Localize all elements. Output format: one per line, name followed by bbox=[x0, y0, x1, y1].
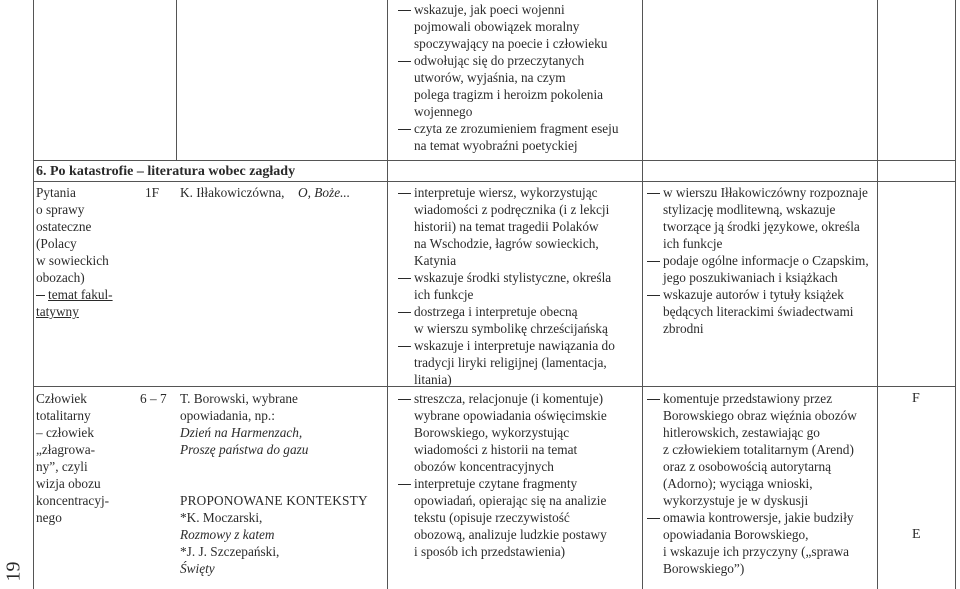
topic-line: totalitarny bbox=[36, 408, 91, 423]
top-line: wojennego bbox=[414, 104, 473, 119]
topic-line: o sprawy bbox=[36, 202, 85, 217]
top-line: polega tragizm i heroizm pokolenia bbox=[414, 87, 604, 102]
req-line: wiadomości z historii na temat bbox=[414, 442, 578, 457]
ext-line: oraz z osobowością autorytarną bbox=[663, 459, 831, 474]
top-line: spoczywający na poecie i człowieku bbox=[414, 36, 608, 51]
ext-line: tworzące ją środki językowe, określa bbox=[663, 219, 860, 234]
ext-line: będących literackimi świadectwami bbox=[663, 304, 854, 319]
top-line: na temat wyobraźni poetyckiej bbox=[414, 138, 578, 153]
row1-hours: 1F bbox=[145, 185, 160, 200]
req-line: wybrane opowiadania oświęcimskie bbox=[414, 408, 607, 423]
level-e: E bbox=[912, 527, 921, 542]
req-line: ich funkcje bbox=[414, 287, 474, 302]
row1-author: K. Iłłakowiczówna, bbox=[180, 185, 285, 200]
text-italic-line: Dzień na Harmenzach, bbox=[180, 425, 303, 440]
context-italic-line: Rozmowy z katem bbox=[180, 527, 275, 542]
req-line: streszcza, relacjonuje (i komentuje) bbox=[414, 391, 604, 406]
col-divider-fe bbox=[877, 0, 878, 589]
ext-line: opowiadania Borowskiego, bbox=[663, 527, 809, 542]
ext-line: Borowskiego obraz więźnia obozów bbox=[663, 408, 857, 423]
ext-line: omawia kontrowersje, jakie budziły bbox=[663, 510, 854, 525]
page-number: 19 bbox=[2, 561, 25, 582]
req-line: tekstu (opisuje rzeczywistość bbox=[414, 510, 570, 525]
topic-line: nego bbox=[36, 510, 62, 525]
topic-optional-line: temat fakul- bbox=[48, 287, 113, 302]
col-divider-extended bbox=[642, 0, 643, 589]
topic-line: koncentracyj- bbox=[36, 493, 110, 508]
req-line: obozów koncentracyjnych bbox=[414, 459, 554, 474]
topic-line: Pytania bbox=[36, 185, 76, 200]
topic-line: (Polacy bbox=[36, 236, 77, 251]
top-line: wskazuje, jak poeci wojenni bbox=[414, 2, 565, 17]
req-line: Borowskiego, wykorzystując bbox=[414, 425, 570, 440]
topic-line: „złagrowa- bbox=[36, 442, 96, 457]
req-line: Katynia bbox=[414, 253, 457, 268]
req-line: interpretuje czytane fragmenty bbox=[414, 476, 578, 491]
contexts-label: PROPONOWANE KONTEKSTY bbox=[180, 493, 368, 508]
context-italic-line: Święty bbox=[180, 561, 215, 576]
req-line: wskazuje środki stylistyczne, określa bbox=[414, 270, 612, 285]
req-line: historii) na temat tragedii Polaków bbox=[414, 219, 599, 234]
text-line: T. Borowski, wybrane bbox=[180, 391, 298, 406]
ext-line: podaje ogólne informacje o Czapskim, bbox=[663, 253, 869, 268]
ext-line: ich funkcje bbox=[663, 236, 723, 251]
topic-line: w sowieckich bbox=[36, 253, 109, 268]
topic-line: ny”, czyli bbox=[36, 459, 88, 474]
req-line: na Wschodzie, łagrów sowieckich, bbox=[414, 236, 599, 251]
row-divider-top bbox=[33, 160, 956, 161]
top-line: pojmowali obowiązek moralny bbox=[414, 19, 580, 34]
topic-optional-line: tatywny bbox=[36, 304, 79, 319]
text-italic-line: Proszę państwa do gazu bbox=[180, 442, 309, 457]
context-line: *K. Moczarski, bbox=[180, 510, 263, 525]
req-line: wiadomości z podręcznika (i z lekcji bbox=[414, 202, 610, 217]
ext-line: hitlerowskich, zestawiając go bbox=[663, 425, 820, 440]
ext-line: z człowiekiem totalitarnym (Arend) bbox=[663, 442, 854, 457]
top-line: czyta ze zrozumieniem fragment eseju bbox=[414, 121, 619, 136]
req-line: dostrzega i interpretuje obecną bbox=[414, 304, 578, 319]
req-line: litania) bbox=[414, 372, 452, 387]
topic-line: wizja obozu bbox=[36, 476, 101, 491]
top-line: odwołując się do przeczytanych bbox=[414, 53, 585, 68]
top-line: utworów, wyjaśnia, na czym bbox=[414, 70, 566, 85]
row-divider-row2 bbox=[33, 386, 956, 387]
ext-line: wskazuje autorów i tytuły książek bbox=[663, 287, 844, 302]
table-border-right bbox=[955, 0, 956, 589]
topic-line: obozach) bbox=[36, 270, 85, 285]
text-line: opowiadania, np.: bbox=[180, 408, 275, 423]
topic-line: Człowiek bbox=[36, 391, 87, 406]
topic-line: ostateczne bbox=[36, 219, 92, 234]
req-line: w wierszu symbolikę chrześcijańską bbox=[414, 321, 608, 336]
ext-line: jego poszukiwaniach i książkach bbox=[663, 270, 838, 285]
row1-title: O, Boże... bbox=[298, 185, 351, 200]
col-divider-basic bbox=[387, 0, 388, 589]
topic-line: – człowiek bbox=[36, 425, 94, 440]
req-line: obozową, analizuje ludzkie postawy bbox=[414, 527, 607, 542]
ext-line: (Adorno); wyciąga wnioski, bbox=[663, 476, 813, 491]
req-line: wskazuje i interpretuje nawiązania do bbox=[414, 338, 615, 353]
level-f: F bbox=[912, 391, 920, 406]
req-line: tradycji liryki religijnej (lamentacja, bbox=[414, 355, 607, 370]
ext-line: wykorzystuje je w dyskusji bbox=[663, 493, 809, 508]
req-line: opowiadań, opierając się na analizie bbox=[414, 493, 607, 508]
ext-line: Borowskiego”) bbox=[663, 561, 745, 576]
table-border-left bbox=[33, 0, 34, 589]
ext-line: i wskazuje ich przyczyny („sprawa bbox=[663, 544, 850, 559]
row2-hours: 6 – 7 bbox=[140, 391, 167, 406]
req-line: i sposób ich przedstawienia) bbox=[414, 544, 566, 559]
ext-line: w wierszu Iłłakowiczówny rozpoznaje bbox=[663, 185, 868, 200]
ext-line: komentuje przedstawiony przez bbox=[663, 391, 833, 406]
req-line: interpretuje wiersz, wykorzystując bbox=[414, 185, 598, 200]
context-line: *J. J. Szczepański, bbox=[180, 544, 280, 559]
section-title: 6. Po katastrofie – literatura wobec zagłady bbox=[36, 164, 296, 179]
ext-line: stylizację modlitewną, wskazuje bbox=[663, 202, 836, 217]
row-divider-section bbox=[33, 181, 956, 182]
col-divider-text bbox=[176, 0, 177, 160]
ext-line: zbrodni bbox=[663, 321, 704, 336]
